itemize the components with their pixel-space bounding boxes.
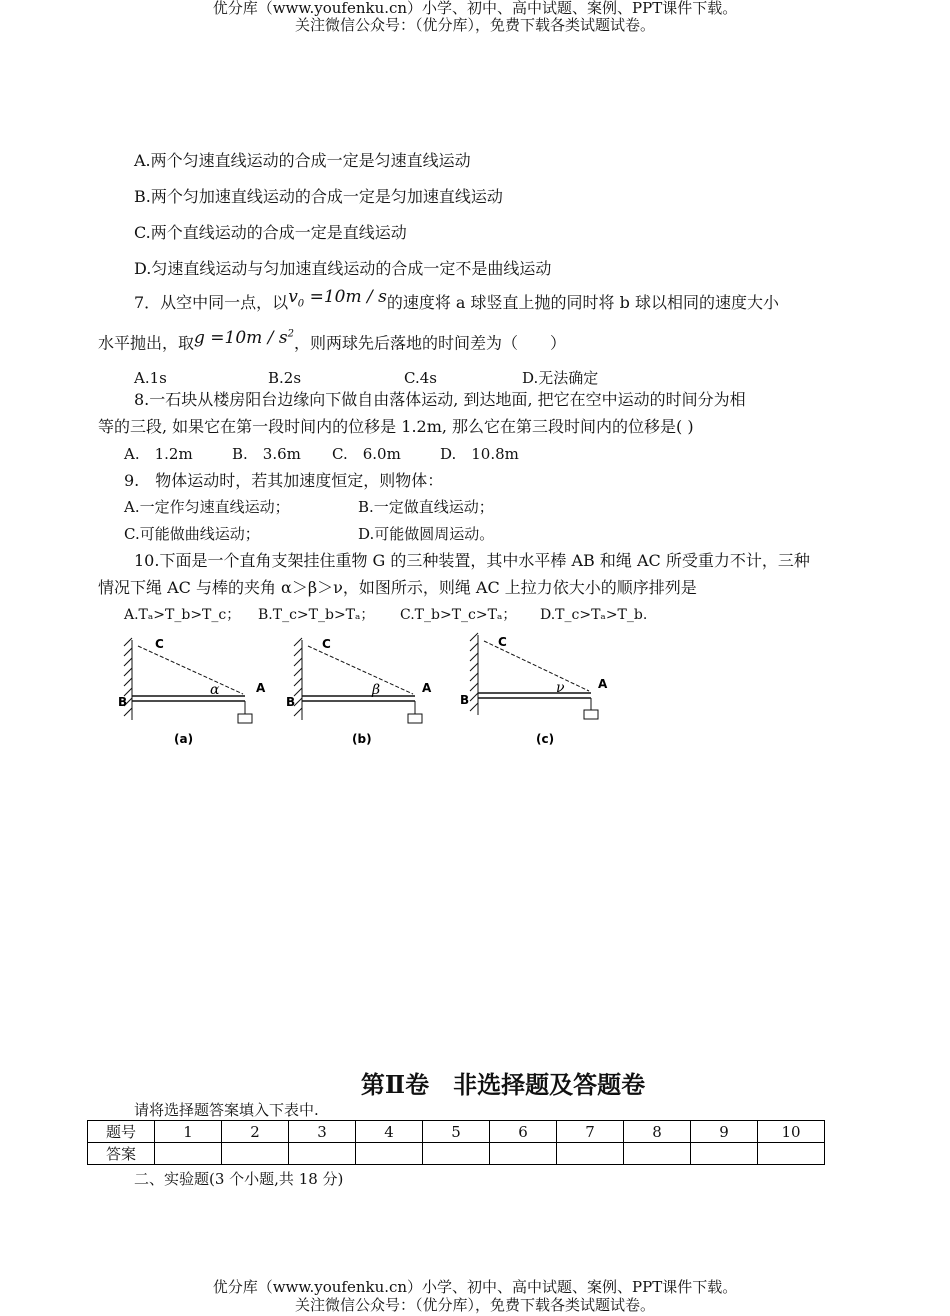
answer-cell[interactable] bbox=[222, 1143, 289, 1165]
q7-option-c: C.4s bbox=[404, 369, 437, 387]
q6-option-b: B.两个匀加速直线运动的合成一定是匀加速直线运动 bbox=[134, 187, 503, 206]
q7-v0-subscript: 0 bbox=[297, 298, 305, 310]
q8-line-2: 等的三段, 如果它在第一段时间内的位移是 1.2m, 那么它在第三段时间内的位移是( ) bbox=[98, 417, 694, 436]
figure-caption: (c) bbox=[536, 732, 555, 746]
q7-text-3: 水平抛出，取 bbox=[98, 333, 195, 353]
figure-caption: (b) bbox=[352, 732, 372, 746]
weight-g bbox=[584, 710, 598, 719]
table-row bbox=[88, 1143, 825, 1165]
angle-label: β bbox=[372, 682, 381, 698]
experiment-heading: 二、实验题(3 个小题,共 18 分) bbox=[134, 1170, 344, 1188]
table-cell: 4 bbox=[356, 1121, 423, 1143]
answer-cell[interactable] bbox=[624, 1143, 691, 1165]
weight-g bbox=[238, 714, 252, 723]
bracket-figure-a bbox=[110, 630, 270, 755]
figure-caption: (a) bbox=[174, 732, 194, 746]
q7-g-value: g =10m / s bbox=[194, 327, 288, 348]
q9-option-b: B.一定做直线运动； bbox=[358, 498, 494, 516]
q7-g-superscript: 2 bbox=[287, 328, 294, 339]
label-c: C bbox=[155, 637, 164, 651]
bracket-figure-c bbox=[456, 630, 616, 755]
q7-text-4: ，则两球先后落地的时间差为（ ） bbox=[293, 333, 566, 353]
label-c: C bbox=[498, 635, 507, 649]
q10-option-b: B.T_c>T_b>Tₐ； bbox=[258, 607, 375, 623]
table-cell: 10 bbox=[758, 1121, 825, 1143]
q7-g-expression bbox=[194, 328, 294, 348]
q7-text-2: 的速度将 a 球竖直上抛的同时将 b 球以相同的速度大小 bbox=[386, 293, 779, 312]
label-a: A bbox=[256, 681, 266, 695]
label-c: C bbox=[322, 637, 331, 651]
answer-cell[interactable] bbox=[289, 1143, 356, 1165]
label-b: B bbox=[460, 693, 470, 707]
table-cell: 3 bbox=[289, 1121, 356, 1143]
label-b: B bbox=[286, 695, 296, 709]
label-b: B bbox=[118, 695, 128, 709]
q8-line-1: 8.一石块从楼房阳台边缘向下做自由落体运动, 到达地面, 把它在空中运动的时间分为相 bbox=[134, 390, 746, 409]
q6-option-a: A.两个匀速直线运动的合成一定是匀速直线运动 bbox=[134, 151, 471, 170]
q9-stem: 9. 物体运动时，若其加速度恒定，则物体： bbox=[124, 471, 444, 490]
q7-line-2 bbox=[98, 327, 566, 354]
q10-option-a: A.Tₐ>T_b>T_c； bbox=[124, 607, 241, 623]
rope-ac bbox=[138, 646, 243, 694]
table-cell: 7 bbox=[557, 1121, 624, 1143]
answer-cell[interactable] bbox=[691, 1143, 758, 1165]
section-title: 第Ⅱ卷 非选择题及答题卷 bbox=[360, 1070, 646, 1099]
label-a: A bbox=[598, 677, 608, 691]
q8-option-b: B. 3.6m bbox=[232, 445, 301, 463]
q10-option-d: D.T_c>Tₐ>T_b. bbox=[540, 607, 648, 623]
answer-cell[interactable] bbox=[155, 1143, 222, 1165]
q7-v0-value: =10m / s bbox=[304, 287, 387, 307]
table-cell: 5 bbox=[423, 1121, 490, 1143]
q10-line-1: 10.下面是一个直角支架挂住重物 G 的三种装置，其中水平棒 AB 和绳 AC 所受重力不计，三种 bbox=[134, 551, 810, 570]
angle-label: α bbox=[210, 682, 220, 698]
q9-option-a: A.一定作匀速直线运动； bbox=[124, 498, 290, 516]
q8-option-a: A. 1.2m bbox=[124, 445, 193, 463]
table-cell: 2 bbox=[222, 1121, 289, 1143]
q7-v0-symbol: v bbox=[288, 287, 298, 307]
q7-option-b: B.2s bbox=[268, 369, 302, 387]
q10-option-c: C.T_b>T_c>Tₐ； bbox=[400, 607, 517, 623]
answer-cell[interactable] bbox=[356, 1143, 423, 1165]
q9-option-c: C.可能做曲线运动； bbox=[124, 525, 260, 543]
q10-line-2: 情况下绳 AC 与棒的夹角 α＞β＞ν，如图所示，则绳 AC 上拉力依大小的顺序排列是 bbox=[98, 578, 697, 597]
instruction-text: 请将选择题答案填入下表中. bbox=[134, 1101, 319, 1119]
table-row-header: 题号 bbox=[88, 1121, 155, 1143]
header-line-1: 优分库（www.youfenku.cn）小学、初中、高中试题、案例、PPT课件下载。 bbox=[212, 0, 738, 17]
answer-cell[interactable] bbox=[490, 1143, 557, 1165]
table-cell: 6 bbox=[490, 1121, 557, 1143]
table-cell: 9 bbox=[691, 1121, 758, 1143]
answer-cell[interactable] bbox=[423, 1143, 490, 1165]
q7-line-1 bbox=[134, 287, 779, 320]
rope-ac bbox=[308, 646, 413, 694]
q6-option-c: C.两个直线运动的合成一定是直线运动 bbox=[134, 223, 407, 242]
q8-option-d: D. 10.8m bbox=[440, 445, 519, 463]
q8-option-c: C. 6.0m bbox=[332, 445, 401, 463]
table-row-header: 答案 bbox=[88, 1143, 155, 1165]
q6-option-d: D.匀速直线运动与匀加速直线运动的合成一定不是曲线运动 bbox=[134, 259, 552, 278]
footer-line-1: 优分库（www.youfenku.cn）小学、初中、高中试题、案例、PPT课件下载。 bbox=[212, 1278, 738, 1296]
table-cell: 1 bbox=[155, 1121, 222, 1143]
label-a: A bbox=[422, 681, 432, 695]
table-cell: 8 bbox=[624, 1121, 691, 1143]
header-line-2: 关注微信公众号：（优分库），免费下载各类试题试卷。 bbox=[294, 16, 655, 34]
weight-g bbox=[408, 714, 422, 723]
answer-cell[interactable] bbox=[557, 1143, 624, 1165]
bracket-figure-b bbox=[280, 630, 440, 755]
answer-cell[interactable] bbox=[758, 1143, 825, 1165]
angle-label: ν bbox=[556, 680, 565, 696]
footer-line-2: 关注微信公众号：（优分库），免费下载各类试题试卷。 bbox=[294, 1296, 655, 1314]
q7-v0-expression bbox=[288, 287, 387, 310]
table-row bbox=[88, 1121, 825, 1143]
answer-table bbox=[87, 1120, 825, 1165]
q9-option-d: D.可能做圆周运动。 bbox=[358, 525, 495, 543]
q7-text-1: 7．从空中同一点，以 bbox=[134, 293, 289, 312]
q7-option-d: D.无法确定 bbox=[522, 369, 599, 387]
q7-option-a: A.1s bbox=[134, 369, 167, 387]
